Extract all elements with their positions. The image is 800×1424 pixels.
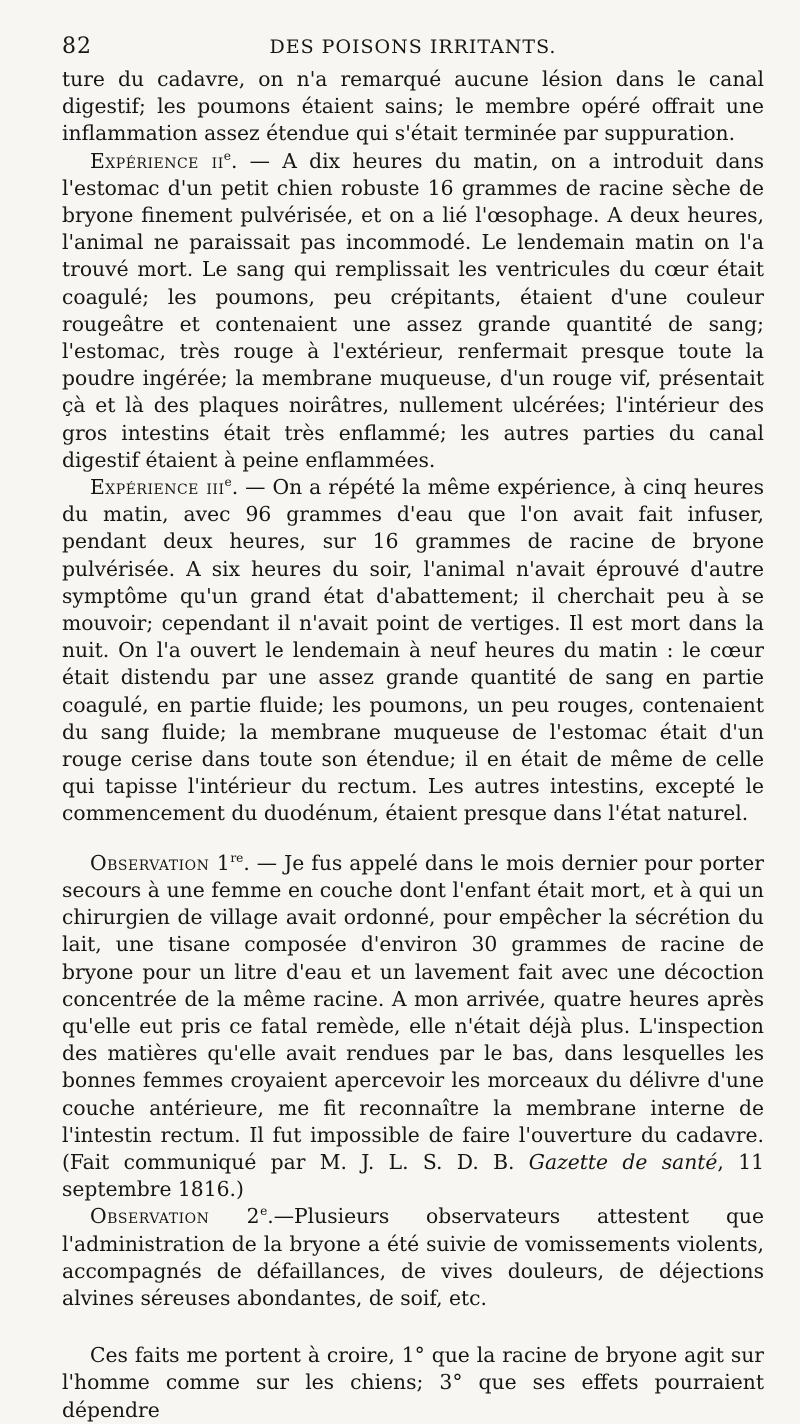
paragraph-continuation <box>62 66 764 148</box>
observation-2-ordinal: e <box>260 1204 268 1219</box>
paragraph-text: Ces faits me portent à croire, 1° que la racine de bryone agit sur l'homme comme sur les chiens; 3° que ses effets pourraient dépendre <box>62 1343 764 1422</box>
source-title: Gazette de santé <box>528 1149 718 1174</box>
section-gap <box>62 828 764 850</box>
experience-3-ordinal: e <box>224 475 232 490</box>
body-text <box>62 66 764 1424</box>
experience-2-label: Expérience ii <box>90 148 224 173</box>
experience-3-label: Expérience iii <box>90 475 225 500</box>
paragraph-text: .—Plusieurs observateurs attestent que l'administration de la bryone a été suivie de vomissements violents, accompagnés de défaillances, de vives douleurs, de déjections alvines séreuses abondantes, de soif, etc. <box>62 1204 764 1310</box>
running-title: DES POISONS IRRITANTS. <box>269 36 557 58</box>
observation-2-label: Observation 2 <box>90 1204 261 1229</box>
paragraph-text: . — A dix heures du matin, on a introduit dans l'estomac d'un petit chien robuste 16 grammes de racine sèche de bryone finement pulvérisée, et on a lié l'œsophage. A deux heures, l'animal ne paraissait pas incommodé. Le lendemain matin on l'a trouvé mort. Le sang qui remplissait les ventricules du cœur était coagulé; les poumons, peu crépitants, étaient d'une couleur rougeâtre et contenaient une assez grande quantité de sang; l'estomac, très rouge à l'extérieur, renfermait presque toute la poudre ingérée; la membrane muqueuse, d'un rouge vif, présentait çà et là des plaques noirâtres, nullement ulcérées; l'intérieur des gros intestins était très enflammé; les autres parties du canal digestif étaient à peine enflammées. <box>62 148 764 472</box>
page-number: 82 <box>62 34 92 59</box>
paragraph-experience-3 <box>62 474 764 828</box>
experience-2-ordinal: e <box>223 148 231 163</box>
observation-1-ordinal: re <box>230 850 244 865</box>
paragraph-text: . — Je fus appelé dans le mois dernier pour porter secours à une femme en couche dont l'enfant était mort, et à qui un chirurgien de village avait ordonné, pour empêcher la sécrétion du lait, une tisane composée d'environ 30 grammes de racine de bryone pour un litre d'eau et un lavement fait avec une décoction concentrée de la même racine. A mon arrivée, quatre heures après qu'elle eut pris ce fatal remède, elle n'était déjà plus. L'inspection des matières qu'elle avait rendues par le bas, dans lesquelles les bonnes femmes croyaient apercevoir les morceaux du délivre d'une couche antérieure, me fit reconnaître la membrane interne de l'intestin rectum. Il fut impossible de faire l'ouverture du cadavre. (Fait communiqué par M. J. L. S. D. B. <box>62 850 765 1174</box>
paragraph-experience-2 <box>62 148 764 474</box>
paragraph-observation-1 <box>62 850 764 1204</box>
paragraph-text: . — On a répété la même expérience, à cinq heures du matin, avec 96 grammes d'eau que l'on avait fait infuser, pendant deux heures, sur 16 grammes de racine de bryone pulvérisée. A six heures du soir, l'animal n'avait éprouvé d'autre symptôme qu'un grand état d'abattement; il cherchait peu à se mouvoir; cependant il n'avait point de vertiges. Il est mort dans la nuit. On l'a ouvert le lendemain à neuf heures du matin : le cœur était distendu par une assez grande quantité de sang en partie coagulé, en partie fluide; les poumons, un peu rouges, contenaient du sang fluide; la membrane muqueuse de l'estomac était d'un rouge cerise dans toute son étendue; il en était de même de celle qui tapisse l'intérieur du rectum. Les autres intestins, excepté le commencement du duodénum, étaient presque dans l'état naturel. <box>62 475 764 826</box>
running-head <box>62 32 764 66</box>
observation-1-label: Observation 1 <box>90 850 231 875</box>
section-gap <box>62 1312 764 1342</box>
paragraph-conclusion <box>62 1342 764 1424</box>
source-date: , 11 septembre 1816.) <box>62 1149 764 1202</box>
paragraph-observation-2 <box>62 1203 764 1312</box>
paragraph-text: ture du cadavre, on n'a remarqué aucune lésion dans le canal digestif; les poumons étaient sains; le membre opéré offrait une inflammation assez étendue qui s'était terminée par suppuration. <box>62 67 764 146</box>
